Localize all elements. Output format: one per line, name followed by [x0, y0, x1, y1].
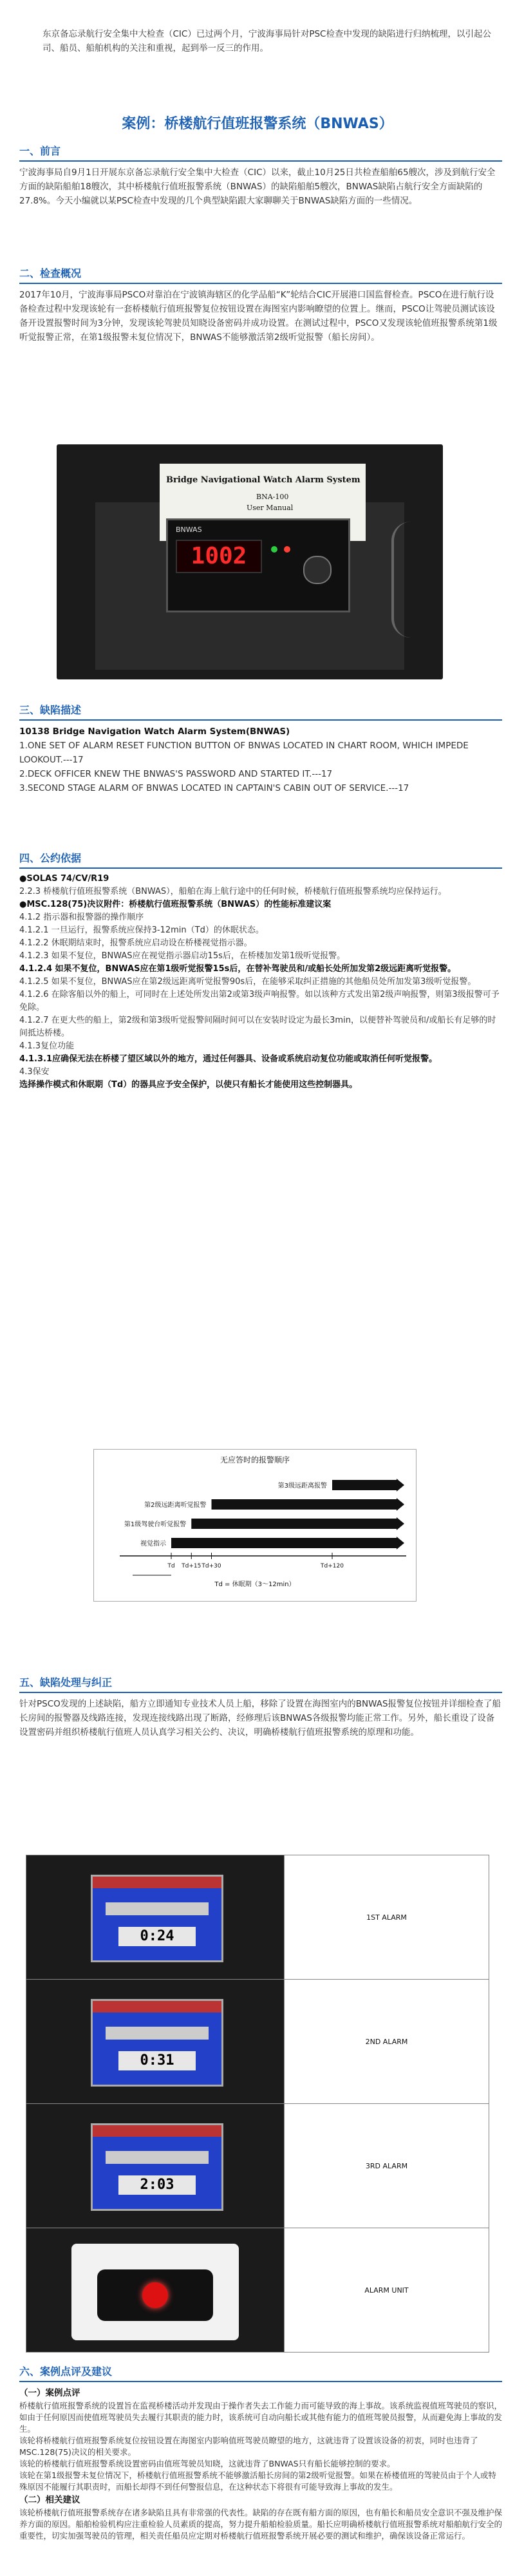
bnwas-panel [166, 518, 350, 612]
alarm-timer: 2:03 [118, 2175, 196, 2195]
section-divider [19, 719, 502, 721]
panel-brand: BNWAS [176, 526, 202, 534]
alarm-photo-cell [26, 1980, 285, 2104]
chart-title: 无应答时的报警顺序 [220, 1455, 290, 1464]
x-tick-label: Td+15 [182, 1563, 201, 1569]
screen-bar [106, 1902, 209, 1915]
alarm-label: 1ST ALARM [285, 1855, 489, 1980]
reset-knob [303, 556, 332, 584]
bar-arrow-icon [397, 1479, 404, 1492]
alarm-bar [212, 1499, 397, 1510]
bar-arrow-icon [397, 1517, 404, 1530]
status-led-green [271, 546, 277, 553]
panel-display: 1002 [176, 540, 262, 573]
regulation-item: 4.1.2.3 如果不复位，BNWAS应在视觉指示器启动15s后，在桥楼加发第1级听觉报警。 [19, 951, 346, 961]
section-correction [19, 1674, 502, 1739]
alarm-unit-photo [71, 2244, 239, 2340]
alarm-bar [332, 1480, 397, 1490]
regulation-item: 4.1.2.7 在更大些的船上，第2级和第3级听觉报警间隔时间可以在安装时设定为最长3min，以便替补驾驶员和/或船长有足够的时间抵达桥楼。 [19, 1016, 496, 1038]
intro-paragraph: 东京备忘录航行安全集中大检查（CIC）已过两个月，宁波海事局针对PSC检查中发现的缺陷进行归纳梳理，以引起公司、船员、船舶机构的关注和重视，起到举一反三的作用。 [42, 28, 491, 53]
section-divider [19, 1692, 502, 1693]
section-heading: 三、缺陷描述 [19, 704, 82, 716]
review-paragraph: 桥楼航行值班报警系统的设置旨在监视桥楼活动并发现由于操作者失去工作能力而可能导致的海上事故。该系统监视值班驾驶员的察识，如由于任何原因而使值班驾驶员失去履行其职责的能力时，该系统可自动向船长或其他有能力的值班驾驶员报警，从而避免海上事故的发生。 [19, 2401, 503, 2434]
review-paragraph: 该轮的桥楼航行值班报警系统设置密码由值班驾驶员知晓，这就违背了BNWAS只有船长能够控制的要求。 [19, 2459, 395, 2468]
table-row [26, 1980, 489, 2104]
case-title: 案例：桥楼航行值班报警系统（BNWAS） [122, 116, 393, 132]
alarm-label: 3RD ALARM [285, 2104, 489, 2228]
alarm-lamp-icon [142, 2282, 168, 2308]
alarm-label: ALARM UNIT [285, 2228, 489, 2353]
section-inspection [19, 265, 502, 345]
bar-arrow-icon [397, 1498, 404, 1511]
screen-bar [106, 2027, 209, 2040]
section-review [19, 2363, 502, 2542]
regulation-item: 4.1.3.1应确保无法在桥楼了望区域以外的地方，通过任何器具、设备或系统启动复位功能或取消任何听觉报警。 [19, 1054, 437, 1064]
section-heading: 六、案例点评及建议 [19, 2365, 113, 2378]
section-heading: 二、检查概况 [19, 267, 82, 279]
bnwas-device-photo [57, 444, 443, 679]
inspection-text: 2017年10月，宁波海事局PSCO对靠泊在宁波镇海辖区的化学品船“K”轮结合CIC开展港口国监督检查。PSCO在进行航行设备检查过程中发现该轮有一套桥楼航行值班报警复位按钮设置在海图室内影响瞭望的位置上。继而，PSCO让驾驶员测试该设备开设置报警时间为3分钟，发现该轮驾驶员知晓设备密码并成功设置。在测试过程中，PSCO又发现该轮值班报警系统第1级听觉报警正常，在第1级报警未复位情况下，BNWAS不能够激活第2级听觉报警（船长房间）。 [19, 290, 498, 343]
screen-header [93, 2125, 221, 2137]
row-label: 第3级远距离报警 [277, 1482, 327, 1490]
section-divider [19, 867, 502, 869]
section-heading: 五、缺陷处理与纠正 [19, 1676, 113, 1689]
alarm-label: 2ND ALARM [285, 1980, 489, 2104]
status-led-red [284, 546, 290, 553]
section-divider [19, 2381, 502, 2382]
table-row [26, 2104, 489, 2228]
section-heading: 一、前言 [19, 145, 61, 157]
alarm-screen [91, 2123, 223, 2211]
regulation-item: 2.2.3 桥楼航行值班报警系统（BNWAS），船舶在海上航行途中的任何时候，桥楼航行值班报警系统均应保持运行。 [19, 887, 447, 896]
x-tick-label: Td [167, 1563, 175, 1569]
table-row [26, 1855, 489, 1980]
regulation-item: 4.1.2 指示器和报警器的操作顺序 [19, 913, 144, 922]
regulation-item: 4.1.2.6 在除客船以外的船上，可同时在上述处所发出第2或第3级声响报警。如以该种方式发出第2级声响报警，则第3级报警可予免除。 [19, 990, 500, 1012]
manual-model: BNA-100 [256, 493, 289, 501]
alarm-bar [191, 1519, 397, 1529]
regulation-item: 4.3保安 [19, 1067, 50, 1077]
deficiency-item: 2.DECK OFFICER KNEW THE BNWAS'S PASSWORD AND STARTED IT.---17 [19, 769, 333, 779]
manual-title: Bridge Navigational Watch Alarm System [166, 475, 360, 485]
alarm-photo-cell [26, 1855, 285, 1980]
screen-header [93, 2001, 221, 2012]
alarm-screen [91, 1999, 223, 2087]
table-row [26, 2228, 489, 2353]
review-paragraph: 该轮在第1级报警未复位情况下，桥楼航行值班报警系统不能够激活船长房间的第2级听觉报警。如果在桥楼值班的驾驶员由于个人或特殊原因不能履行其职责时，而船长却得不到任何警报信息，在这种状态下将很有可能导致海上事故的发生。 [19, 2470, 496, 2492]
section-heading: 四、公约依据 [19, 852, 82, 864]
deficiency-code: 10138 Bridge Navigation Watch Alarm System(BNWAS) [19, 726, 290, 737]
regulation-list [19, 873, 502, 1092]
subheading-suggestions: （二）相关建议 [19, 2495, 80, 2505]
row-label: 第2级远距离听觉报警 [144, 1502, 207, 1509]
section-preface [19, 143, 502, 208]
section-deficiencies [19, 702, 502, 795]
bar-arrow-icon [397, 1537, 404, 1549]
regulation-item: ●SOLAS 74/CV/R19 [19, 874, 109, 884]
suggestion-paragraph: 该轮桥楼航行值班报警系统存在诸多缺陷且具有非常强的代表性。缺陷的存在既有船方面的原因，也有船长和船员安全意识不强及维护保养方面的原因。船舶检验机构应注重检验人员素质的提高，努力提升船舶检验质量。船长应明确桥楼航行值班报警系统对船舶航行安全的重要性，切实加强驾驶员的管理，相关责任船员应定期对桥楼航行值班报警系统开展必要的测试和维护，确保该设备正常运行。 [19, 2508, 503, 2541]
regulation-item: 4.1.2.5 如果不复位，BNWAS应在第2级远距离听觉报警90s后，在能够采取纠正措施的其他船员处所加发第3级听觉报警。 [19, 977, 476, 987]
review-paragraph: 该轮将桥楼航行值班报警系统复位按钮设置在海图室内影响值班驾驶员瞭望的地方，这就违背了设置该设备的初衷，同时也违背了MSC.128(75)决议的相关要求。 [19, 2436, 478, 2457]
alarm-sequence-chart [93, 1449, 417, 1602]
screen-bar [106, 2151, 209, 2164]
x-tick-label: Td+120 [321, 1563, 344, 1569]
regulation-item: 选择操作模式和休眠期（Td）的器具应予安全保护，以使只有船长才能使用这些控制器具。 [19, 1080, 358, 1090]
section-divider [19, 160, 502, 162]
section-regulations [19, 850, 502, 1092]
cable [391, 522, 433, 638]
regulation-item: 4.1.2.2 休眠期结束时，报警系统应启动设在桥楼视觉指示器。 [19, 938, 252, 948]
alarm-timer: 0:24 [118, 1927, 196, 1946]
regulation-item: 4.1.3复位功能 [19, 1041, 75, 1051]
regulation-item: ●MSC.128(75)决议附件：桥楼航行值班报警系统（BNWAS）的性能标准建议案 [19, 900, 332, 909]
correction-text: 针对PSCO发现的上述缺陷，船方立即通知专业技术人员上船，移除了设置在海图室内的BNWAS报警复位按钮并详细检查了船长房间的报警器及线路连接，发现连接线路出现了断路，经修理后该BNWAS各级报警均能正常工作。另外，船长重设了设备设置密码并组织桥楼航行值班人员认真学习相关公约、决议，明确桥楼航行值班报警系统的原理和功能。 [19, 1699, 501, 1738]
alarm-photo-cell [26, 2228, 285, 2353]
subheading-review: （一）案例点评 [19, 2388, 80, 2398]
alarm-timer: 0:31 [118, 2051, 196, 2070]
regulation-item: 4.1.2.4 如果不复位，BNWAS应在第1级听觉报警15s后，在替补驾驶员和/或船长处所加发第2级远距离听觉报警。 [19, 964, 456, 974]
row-label: 第1级驾驶台听觉报警 [124, 1521, 187, 1528]
deficiency-item: 3.SECOND STAGE ALARM OF BNWAS LOCATED IN CAPTAIN'S CABIN OUT OF SERVICE.---17 [19, 783, 409, 793]
regulation-item: 4.1.2.1 一旦运行，报警系统应保持3-12min（Td）的休眠状态。 [19, 925, 264, 935]
alarm-photo-cell [26, 2104, 285, 2228]
manual-subtitle: User Manual [247, 504, 294, 512]
x-axis-label: Td = 休眠期（3～12min） [214, 1581, 295, 1588]
section-divider [19, 283, 502, 284]
preface-text: 宁波海事局自9月1日开展东京备忘录航行安全集中大检查（CIC）以来，截止10月25日共检查船舶65艘次，涉及到航行安全方面的缺陷船舶18艘次，其中桥楼航行值班报警系统（BNWAS）的缺陷船舶5艘次，BNWAS缺陷占航行安全方面缺陷的27.8%。今天小编就以某PSC检查中发现的几个典型缺陷跟大家聊聊关于BNWAS缺陷方面的一些情况。 [19, 167, 496, 206]
deficiency-item: 1.ONE SET OF ALARM RESET FUNCTION BUTTON OF BNWAS LOCATED IN CHART ROOM, WHICH IMPEDE LOOKOUT.---17 [19, 741, 469, 765]
row-label: 视觉指示 [140, 1540, 166, 1548]
screen-header [93, 1877, 221, 1888]
alarm-screen [91, 1875, 223, 1962]
x-tick-label: Td+30 [201, 1563, 221, 1569]
alarm-bar [171, 1538, 397, 1548]
alarm-screens-table [26, 1855, 489, 2353]
